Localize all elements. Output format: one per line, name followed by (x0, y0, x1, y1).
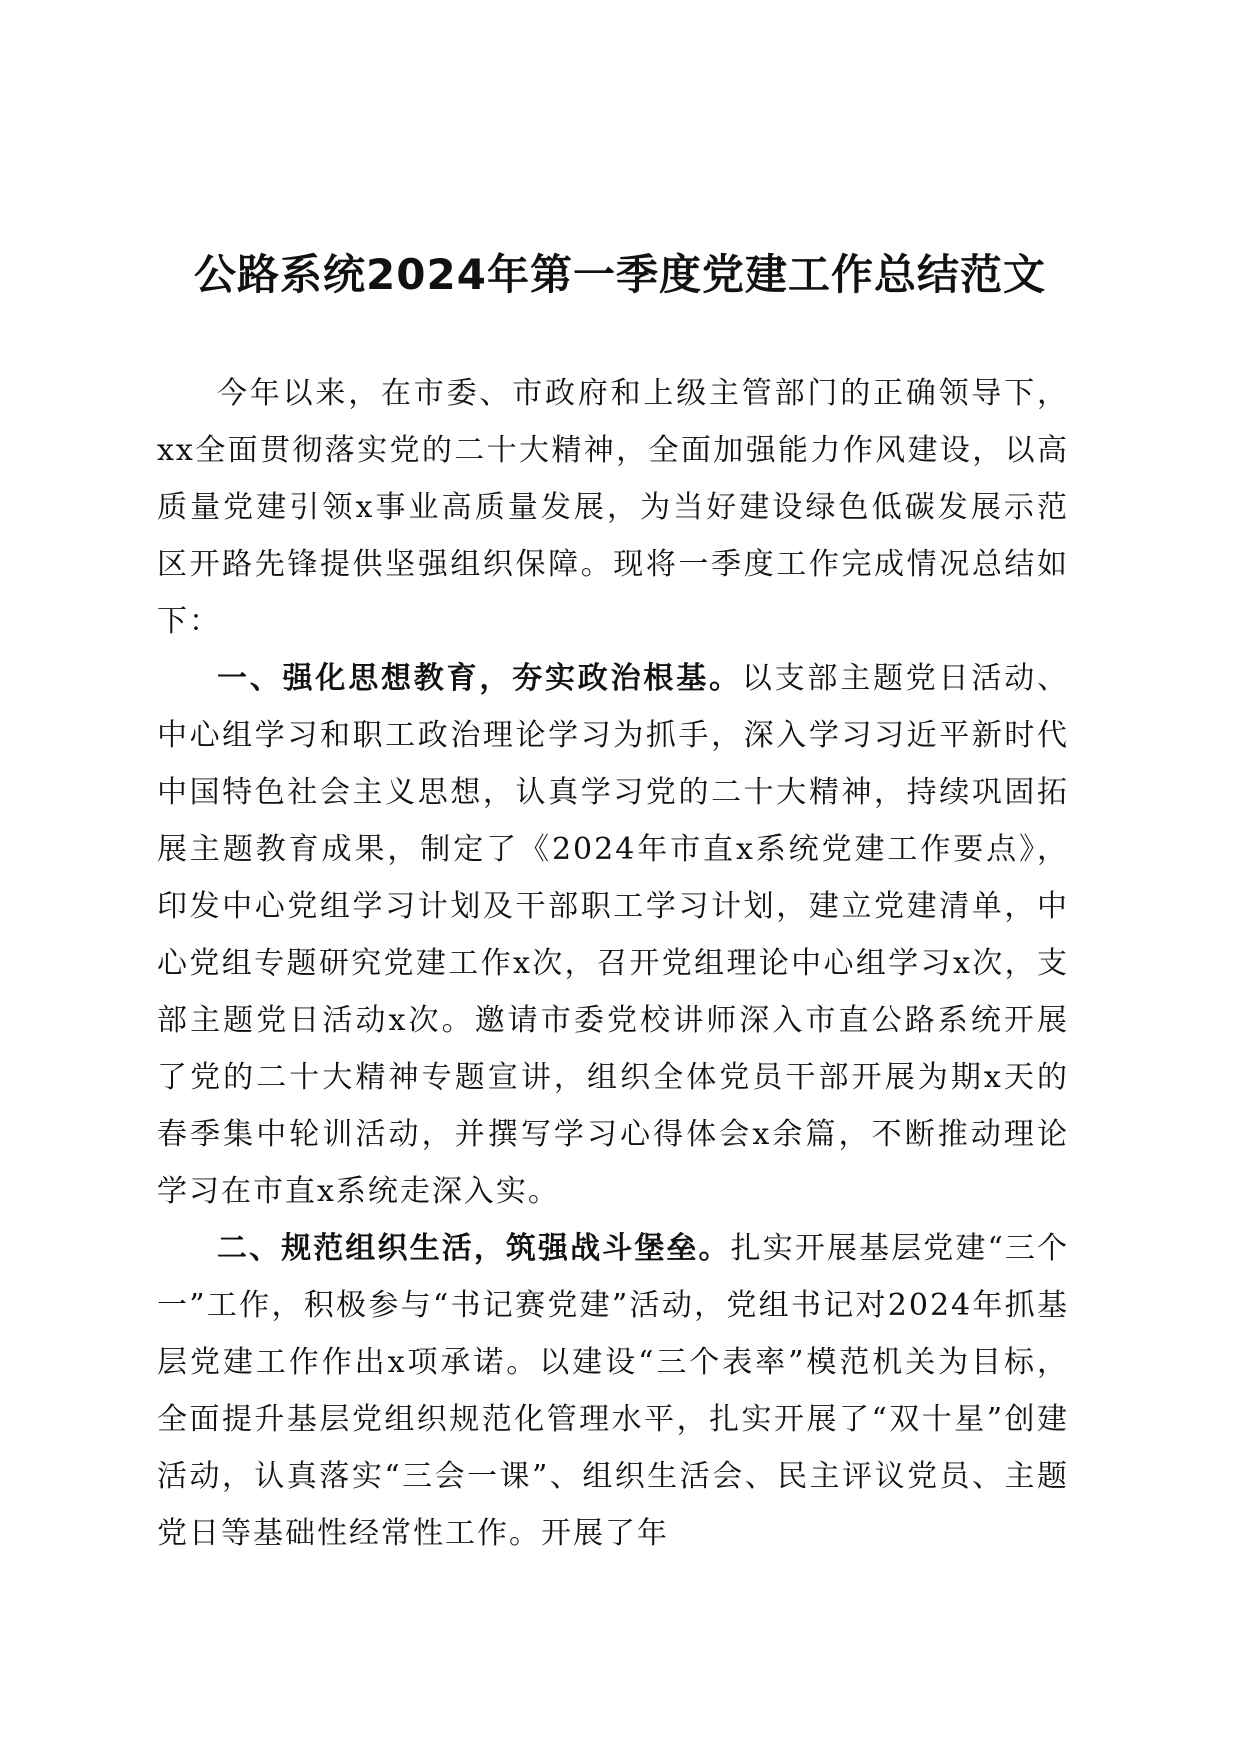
section-text-1: 以支部主题党日活动、中心组学习和职工政治理论学习为抓手，深入学习习近平新时代中国特色社会主义思想，认真学习党的二十大精神，持续巩固拓展主题教育成果，制定了《2024年市直x系统党建工作要点》，印发中心党组学习计划及干部职工学习计划，建立党建清单，中心党组专题研究党建工作x次，召开党组理论中心组学习x次，支部主题党日活动x次。邀请市委党校讲师深入市直公路系统开展了党的二十大精神专题宣讲，组织全体党员干部开展为期x天的春季集中轮训活动，并撰写学习心得体会x余篇，不断推动理论学习在市直x系统走深入实。 (157, 661, 1070, 1209)
document-body (157, 365, 1069, 1562)
document-title: 公路系统2024年第一季度党建工作总结范文 (194, 250, 1046, 299)
section-paragraph-2 (157, 1220, 1069, 1562)
section-text-2: 扎实开展基层党建“三个一”工作，积极参与“书记赛党建”活动，党组书记对2024年抓基层党建工作作出x项承诺。以建设“三个表率”模范机关为目标，全面提升基层党组织规范化管理水平，扎实开展了“双十星”创建活动，认真落实“三会一课”、组织生活会、民主评议党员、主题党日等基础性经常性工作。开展了年 (157, 1231, 1069, 1551)
section-heading-1: 一、强化思想教育，夯实政治根基。 (217, 661, 742, 696)
intro-paragraph: 今年以来，在市委、市政府和上级主管部门的正确领导下，xx全面贯彻落实党的二十大精神，全面加强能力作风建设，以高质量党建引领x事业高质量发展，为当好建设绿色低碳发展示范区开路先锋提供坚强组织保障。现将一季度工作完成情况总结如下： (157, 376, 1069, 639)
section-heading-2: 二、规范组织生活，筑强战斗堡垒。 (217, 1231, 731, 1266)
section-paragraph-1 (157, 650, 1069, 1220)
